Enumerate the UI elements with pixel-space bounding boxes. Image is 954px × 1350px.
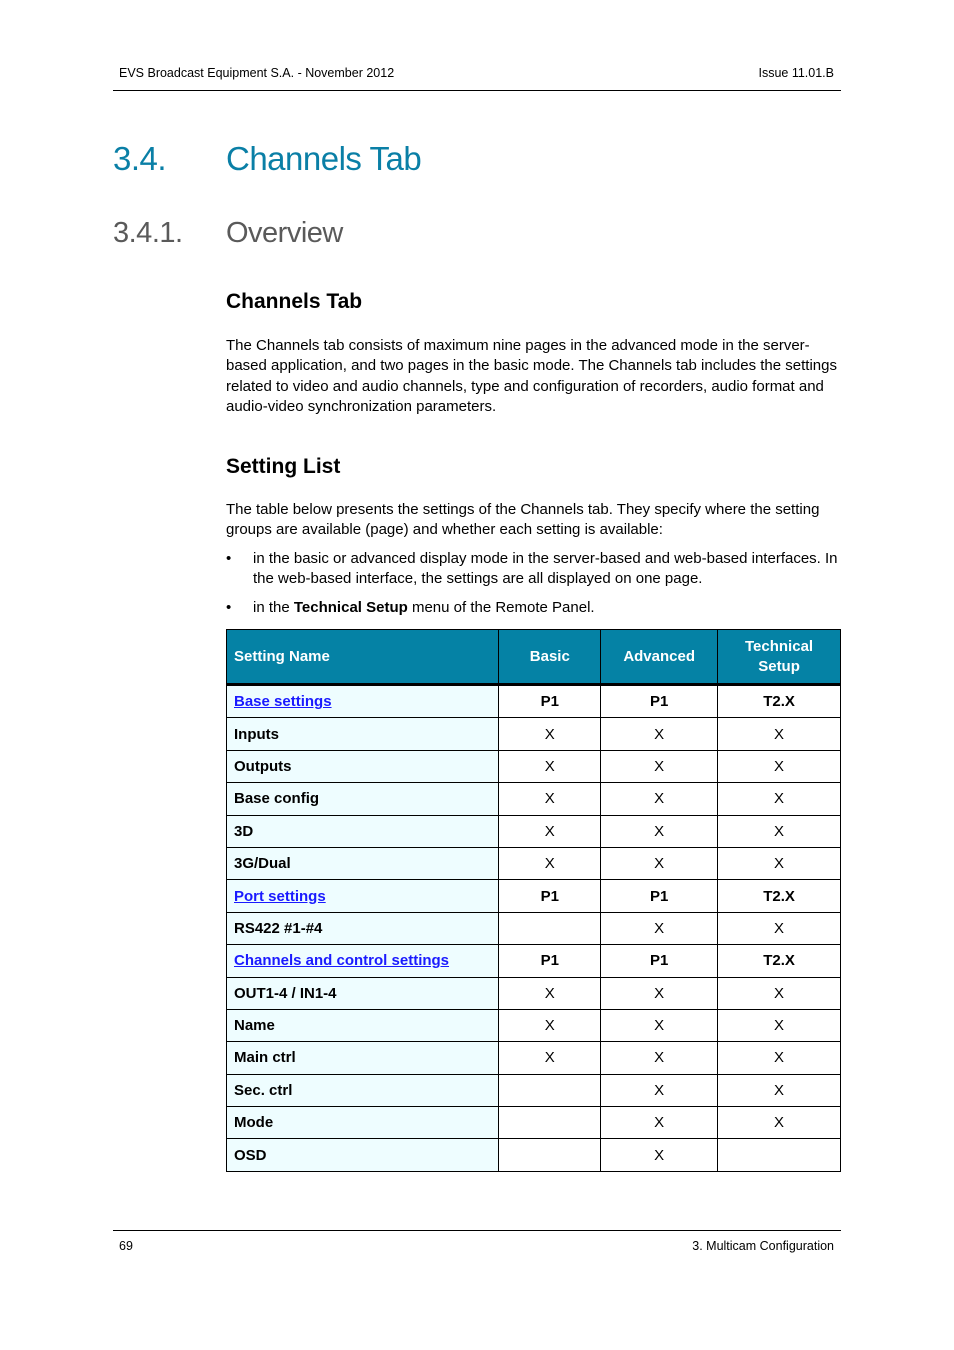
column-header-basic: Basic [499, 630, 601, 685]
section-title-text: Channels Tab [226, 140, 422, 177]
basic-cell: X [499, 718, 601, 750]
advanced-cell: X [601, 1139, 718, 1171]
setting-name-cell [227, 945, 499, 977]
technical-setup-cell: X [718, 718, 841, 750]
advanced-cell: X [601, 815, 718, 847]
bullet-text-after: menu of the Remote Panel. [407, 599, 595, 616]
table-row [227, 718, 841, 750]
table-row [227, 1107, 841, 1139]
header-publisher: EVS Broadcast Equipment S.A. - November 2012 [119, 66, 395, 80]
setting-name-cell [227, 880, 499, 912]
technical-setup-cell: X [718, 847, 841, 879]
table-row [227, 1042, 841, 1074]
technical-setup-cell: X [718, 1074, 841, 1106]
table-row [227, 685, 841, 718]
setting-name-cell: OSD [227, 1139, 499, 1171]
setting-name-cell: Name [227, 1009, 499, 1041]
column-header-advanced: Advanced [601, 630, 718, 685]
advanced-cell: P1 [601, 880, 718, 912]
table-row [227, 815, 841, 847]
chapter-name: 3. Multicam Configuration [692, 1239, 834, 1253]
technical-setup-cell: X [718, 750, 841, 782]
setting-name-cell: OUT1-4 / IN1-4 [227, 977, 499, 1009]
column-header-technical-setup: Technical Setup [718, 630, 841, 685]
table-row [227, 880, 841, 912]
bullet-text-before: in the [253, 599, 294, 616]
basic-cell: X [499, 1042, 601, 1074]
header-issue: Issue 11.01.B [758, 66, 834, 80]
setting-name-cell: 3G/Dual [227, 847, 499, 879]
technical-setup-cell: X [718, 977, 841, 1009]
setting-group-link[interactable]: Channels and control settings [234, 952, 450, 970]
table-body [227, 685, 841, 1172]
setting-name-cell: Inputs [227, 718, 499, 750]
advanced-cell: X [601, 912, 718, 944]
bullet-text [253, 598, 843, 618]
basic-cell: X [499, 1009, 601, 1041]
advanced-cell: X [601, 977, 718, 1009]
subsection-title [113, 217, 343, 250]
settings-table [226, 629, 841, 1172]
subsection-title-text: Overview [226, 217, 343, 249]
page-footer [113, 1230, 841, 1255]
advanced-cell: X [601, 718, 718, 750]
section-title [113, 140, 421, 178]
basic-cell: X [499, 815, 601, 847]
technical-setup-cell: T2.X [718, 880, 841, 912]
section-number: 3.4. [113, 140, 167, 177]
advanced-cell: P1 [601, 685, 718, 718]
setting-name-cell: Mode [227, 1107, 499, 1139]
basic-cell [499, 912, 601, 944]
channels-tab-paragraph: The Channels tab consists of maximum nine pages in the advanced mode in the server-based application, and two pages in the basic mode. The Channels tab includes the settings related to video and audio channels, type and configuration of recorders, audio format and audio-video synchronization parameters. [226, 337, 837, 415]
table-row [227, 847, 841, 879]
technical-setup-cell: X [718, 815, 841, 847]
advanced-cell: X [601, 1107, 718, 1139]
subsection-number: 3.4.1. [113, 217, 183, 249]
setting-name-cell [227, 685, 499, 718]
table-row [227, 1139, 841, 1171]
table-row [227, 977, 841, 1009]
setting-name-cell: Main ctrl [227, 1042, 499, 1074]
advanced-cell: X [601, 847, 718, 879]
table-row [227, 1009, 841, 1041]
basic-cell [499, 1139, 601, 1171]
setting-group-link[interactable]: Port settings [234, 887, 326, 905]
advanced-cell: X [601, 1074, 718, 1106]
basic-cell: P1 [499, 945, 601, 977]
bullet-icon: • [226, 599, 232, 616]
table-row [227, 912, 841, 944]
advanced-cell: X [601, 750, 718, 782]
technical-setup-cell: X [718, 1009, 841, 1041]
basic-cell: P1 [499, 880, 601, 912]
page-header [113, 64, 841, 91]
basic-cell [499, 1074, 601, 1106]
basic-cell: X [499, 750, 601, 782]
advanced-cell: X [601, 1042, 718, 1074]
technical-setup-cell: T2.X [718, 945, 841, 977]
table-row [227, 945, 841, 977]
technical-setup-cell: X [718, 1107, 841, 1139]
setting-name-cell: Outputs [227, 750, 499, 782]
advanced-cell: P1 [601, 945, 718, 977]
column-header-setting-name: Setting Name [227, 630, 499, 685]
basic-cell: P1 [499, 685, 601, 718]
basic-cell [499, 1107, 601, 1139]
table-header-row [227, 630, 841, 685]
table-row [227, 783, 841, 815]
technical-setup-cell: X [718, 912, 841, 944]
advanced-cell: X [601, 1009, 718, 1041]
technical-setup-cell [718, 1139, 841, 1171]
technical-setup-cell: X [718, 1042, 841, 1074]
advanced-cell: X [601, 783, 718, 815]
setting-list-heading: Setting List [226, 455, 341, 478]
channels-tab-heading: Channels Tab [226, 290, 363, 313]
page-number: 69 [119, 1239, 133, 1253]
setting-name-cell: Sec. ctrl [227, 1074, 499, 1106]
basic-cell: X [499, 783, 601, 815]
basic-cell: X [499, 847, 601, 879]
setting-name-cell: RS422 #1-#4 [227, 912, 499, 944]
table-row [227, 750, 841, 782]
table-row [227, 1074, 841, 1106]
setting-name-cell: 3D [227, 815, 499, 847]
setting-name-cell: Base config [227, 783, 499, 815]
setting-list-paragraph: The table below presents the settings of the Channels tab. They specify where the setting groups are available (page) and whether each setting is available: [226, 501, 820, 539]
setting-group-link[interactable]: Base settings [234, 693, 332, 711]
technical-setup-cell: T2.X [718, 685, 841, 718]
bullet-text-bold: Technical Setup [293, 599, 408, 616]
bullet-icon: • [226, 550, 232, 567]
bullet-text: in the basic or advanced display mode in the server-based and web-based interfaces. In the web-based interface, the settings are all displayed on one page. [253, 550, 838, 587]
technical-setup-cell: X [718, 783, 841, 815]
basic-cell: X [499, 977, 601, 1009]
